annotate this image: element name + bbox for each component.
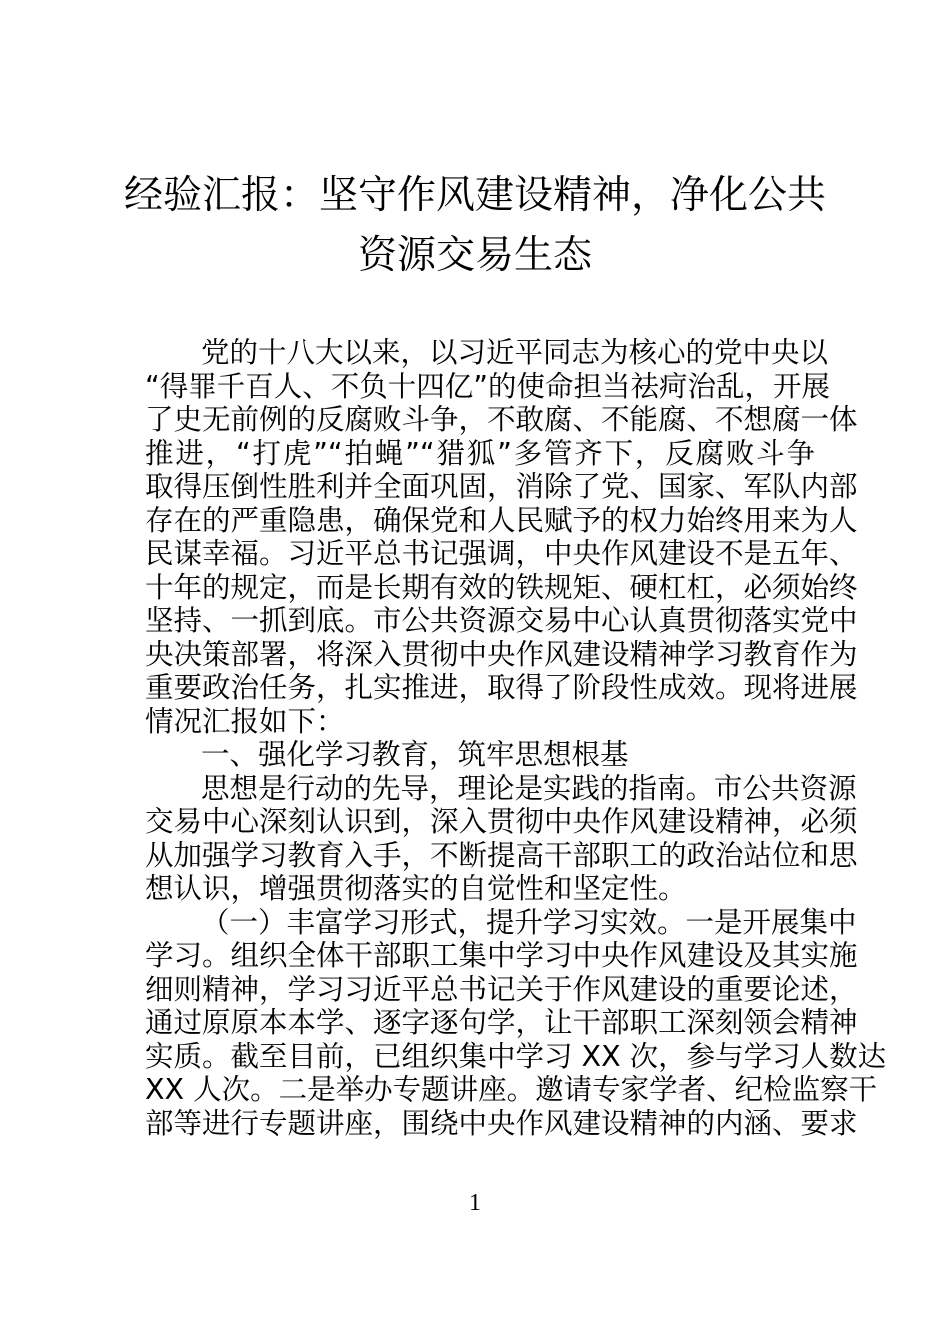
paragraph-intro-line: 取得压倒性胜利并全面巩固，消除了党、国家、军队内部 <box>145 470 858 503</box>
paragraph-intro-line: 央决策部署，将深入贯彻中央作风建设精神学习教育作为 <box>145 637 858 671</box>
section-heading: 一、强化学习教育，筑牢思想根基 <box>201 738 629 771</box>
paragraph-intro-line: 重要政治任务，扎实推进，取得了阶段性成效。现将进展 <box>145 671 858 704</box>
paragraph-subsection-line: （一）丰富学习形式，提升学习实效。一是开展集中 <box>201 905 857 939</box>
paragraph-intro-line: 情况汇报如下： <box>145 704 345 738</box>
paragraph-subsection-line: 部等进行专题讲座，围绕中央作风建设精神的内涵、要求 <box>145 1106 858 1140</box>
paragraph-section-intro-line: 交易中心深刻认识到，深入贯彻中央作风建设精神，必须 <box>145 805 858 838</box>
paragraph-subsection-line: 细则精神，学习习近平总书记关于作风建设的重要论述， <box>145 972 858 1006</box>
document-body <box>145 336 887 1140</box>
paragraph-intro-line: 推进，“打虎”“拍蝇”“猎狐”多管齐下，反腐败斗争 <box>145 436 815 470</box>
paragraph-subsection-line: XX 人次。二是举办专题讲座。邀请专家学者、纪检监察干 <box>145 1073 878 1106</box>
paragraph-intro-line: 十年的规定，而是长期有效的铁规矩、硬杠杠，必须始终 <box>145 570 858 604</box>
paragraph-intro-line: “得罪千百人、不负十四亿”的使命担当祛疴治乱，开展 <box>145 369 831 403</box>
paragraph-intro-line: 了史无前例的反腐败斗争，不敢腐、不能腐、不想腐一体 <box>145 403 858 436</box>
paragraph-section-intro-line: 从加强学习教育入手，不断提高干部职工的政治站位和思 <box>145 838 858 872</box>
document-title-line-2: 资源交易生态 <box>357 233 592 278</box>
document-title-line-1: 经验汇报：坚守作风建设精神，净化公共 <box>123 173 826 218</box>
paragraph-subsection-line: 实质。截至目前，已组织集中学习 XX 次，参与学习人数达 <box>145 1039 887 1073</box>
paragraph-intro-line: 党的十八大以来，以习近平同志为核心的党中央以 <box>201 336 829 369</box>
paragraph-section-intro-line: 思想是行动的先导，理论是实践的指南。市公共资源 <box>201 771 857 805</box>
paragraph-subsection-line: 通过原原本本学、逐字逐句学，让干部职工深刻领会精神 <box>145 1006 858 1039</box>
paragraph-section-intro-line: 想认识，增强贯彻落实的自觉性和坚定性。 <box>145 872 687 905</box>
paragraph-intro-line: 存在的严重隐患，确保党和人民赋予的权力始终用来为人 <box>145 503 858 537</box>
page-number: 1 <box>469 1190 481 1216</box>
paragraph-subsection-line: 学习。组织全体干部职工集中学习中央作风建设及其实施 <box>145 939 858 972</box>
paragraph-intro-line: 坚持、一抓到底。市公共资源交易中心认真贯彻落实党中 <box>145 604 858 637</box>
paragraph-intro-line: 民谋幸福。习近平总书记强调，中央作风建设不是五年、 <box>145 537 858 570</box>
